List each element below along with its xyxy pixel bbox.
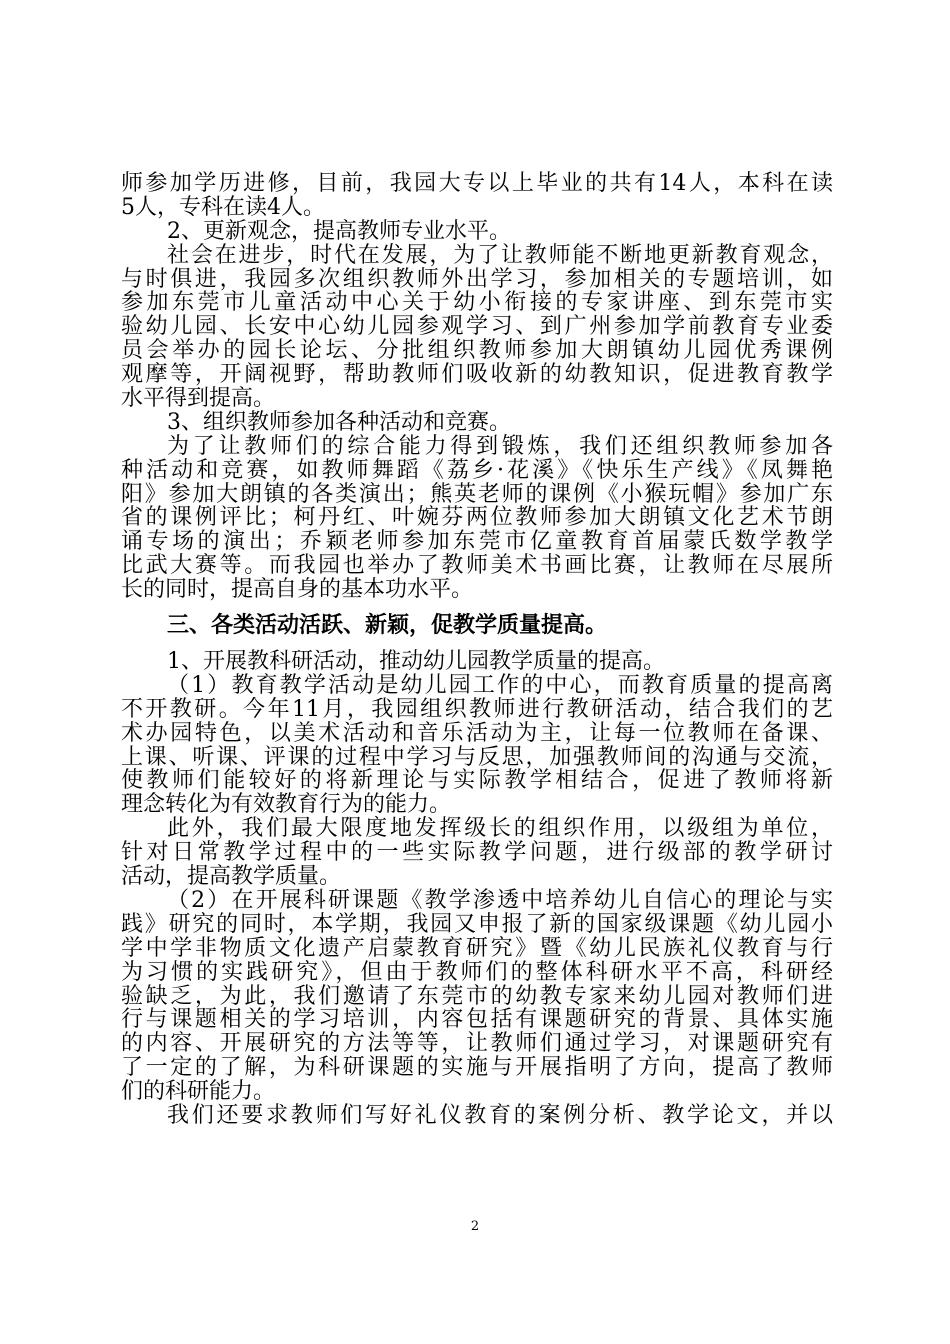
text-line: 1、开展教科研活动，推动幼儿园教学质量的提高。 [167, 649, 665, 675]
text-line: （2）在开展科研课题《教学渗透中培养幼儿自信心的理论与实 [167, 887, 833, 913]
text-line: 验幼儿园、长安中心幼儿园参观学习、到广州参加学前教育专业委 [121, 314, 833, 340]
text-line: 针对日常教学过程中的一些实际教学问题，进行级部的教学研讨 [121, 840, 833, 866]
text-line: 行与课题相关的学习培训，内容包括有课题研究的背景、具体实施 [121, 1007, 833, 1033]
text-line: 比武大赛等。而我园也举办了教师美术书画比赛，让教师在尽展所 [121, 553, 833, 579]
text-line: 活动，提高教学质量。 [121, 864, 342, 890]
text-line: 为习惯的实践研究》，但由于教师们的整体科研水平不高，科研经 [121, 959, 833, 985]
text-line: 2、更新观念，提高教师专业水平。 [167, 218, 511, 244]
text-line: 师参加学历进修，目前，我园大专以上毕业的共有14人，本科在读 [121, 171, 833, 196]
text-line: 阳》参加大朗镇的各类演出；熊英老师的课例《小猴玩帽》参加广东 [121, 481, 833, 507]
text-line: 术办园特色，以美术活动和音乐活动为主，让每一位教师在备课、 [121, 720, 833, 746]
section-heading: 三、各类活动活跃、新颖，促教学质量提高。 [167, 613, 608, 639]
text-line: 与时俱进，我园多次组织教师外出学习，参加相关的专题培训，如 [121, 266, 833, 292]
text-line: 理念转化为有效教育行为的能力。 [121, 792, 452, 818]
text-line: 为了让教师们的综合能力得到锻炼，我们还组织教师参加各 [167, 433, 833, 459]
text-line: 水平得到提高。 [121, 386, 276, 412]
text-line: 员会举办的园长论坛、分批组织教师参加大朗镇幼儿园优秀课例 [121, 338, 833, 364]
text-line: 长的同时，提高自身的基本功水平。 [121, 577, 474, 603]
text-line: 社会在进步，时代在发展，为了让教师能不断地更新教育观念， [167, 242, 833, 268]
text-line: 观摩等，开阔视野，帮助教师们吸收新的幼教知识，促进教育教学 [121, 362, 833, 388]
text-line: 验缺乏，为此，我们邀请了东莞市的幼教专家来幼儿园对教师们进 [121, 983, 833, 1009]
text-line: 了一定的了解，为科研课题的实施与开展指明了方向，提高了教师 [121, 1055, 833, 1081]
text-line: 践》研究的同时，本学期，我园又申报了新的国家级课题《幼儿园小 [121, 911, 833, 937]
text-line: 此外，我们最大限度地发挥级长的组织作用，以级组为单位， [167, 816, 833, 842]
page-number: 2 [470, 1219, 480, 1234]
text-line: 的内容、开展研究的方法等等，让教师们通过学习，对课题研究有 [121, 1031, 833, 1057]
document-body [121, 172, 833, 1128]
text-line: 诵专场的演出；乔颖老师参加东莞市亿童教育首届蒙氏数学教学 [121, 529, 833, 555]
text-line: 不开教研。今年11月，我园组织教师进行教研活动，结合我们的艺 [121, 696, 833, 722]
paragraph-block-1 [121, 172, 833, 602]
text-line: 省的课例评比；柯丹红、叶婉芬两位教师参加大朗镇文化艺术节朗 [121, 505, 833, 531]
paragraph-block-2 [121, 650, 833, 1128]
text-line: 上课、听课、评课的过程中学习与反思，加强教师间的沟通与交流， [121, 744, 833, 770]
text-line: （1）教育教学活动是幼儿园工作的中心，而教育质量的提高离 [167, 672, 833, 698]
text-line: 们的科研能力。 [121, 1079, 276, 1105]
text-line: 3、组织教师参加各种活动和竞赛。 [167, 409, 511, 435]
text-line: 学中学非物质文化遗产启蒙教育研究》暨《幼儿民族礼仪教育与行 [121, 935, 833, 961]
text-line: 使教师们能较好的将新理论与实际教学相结合，促进了教师将新 [121, 768, 833, 794]
text-line: 我们还要求教师们写好礼仪教育的案例分析、教学论文，并以 [167, 1102, 833, 1128]
text-line: 种活动和竞赛，如教师舞蹈《荔乡·花溪》《快乐生产线》《凤舞艳 [121, 457, 833, 483]
text-line: 5人，专科在读4人。 [121, 194, 325, 220]
text-line: 参加东莞市儿童活动中心关于幼小衔接的专家讲座、到东莞市实 [121, 290, 833, 316]
